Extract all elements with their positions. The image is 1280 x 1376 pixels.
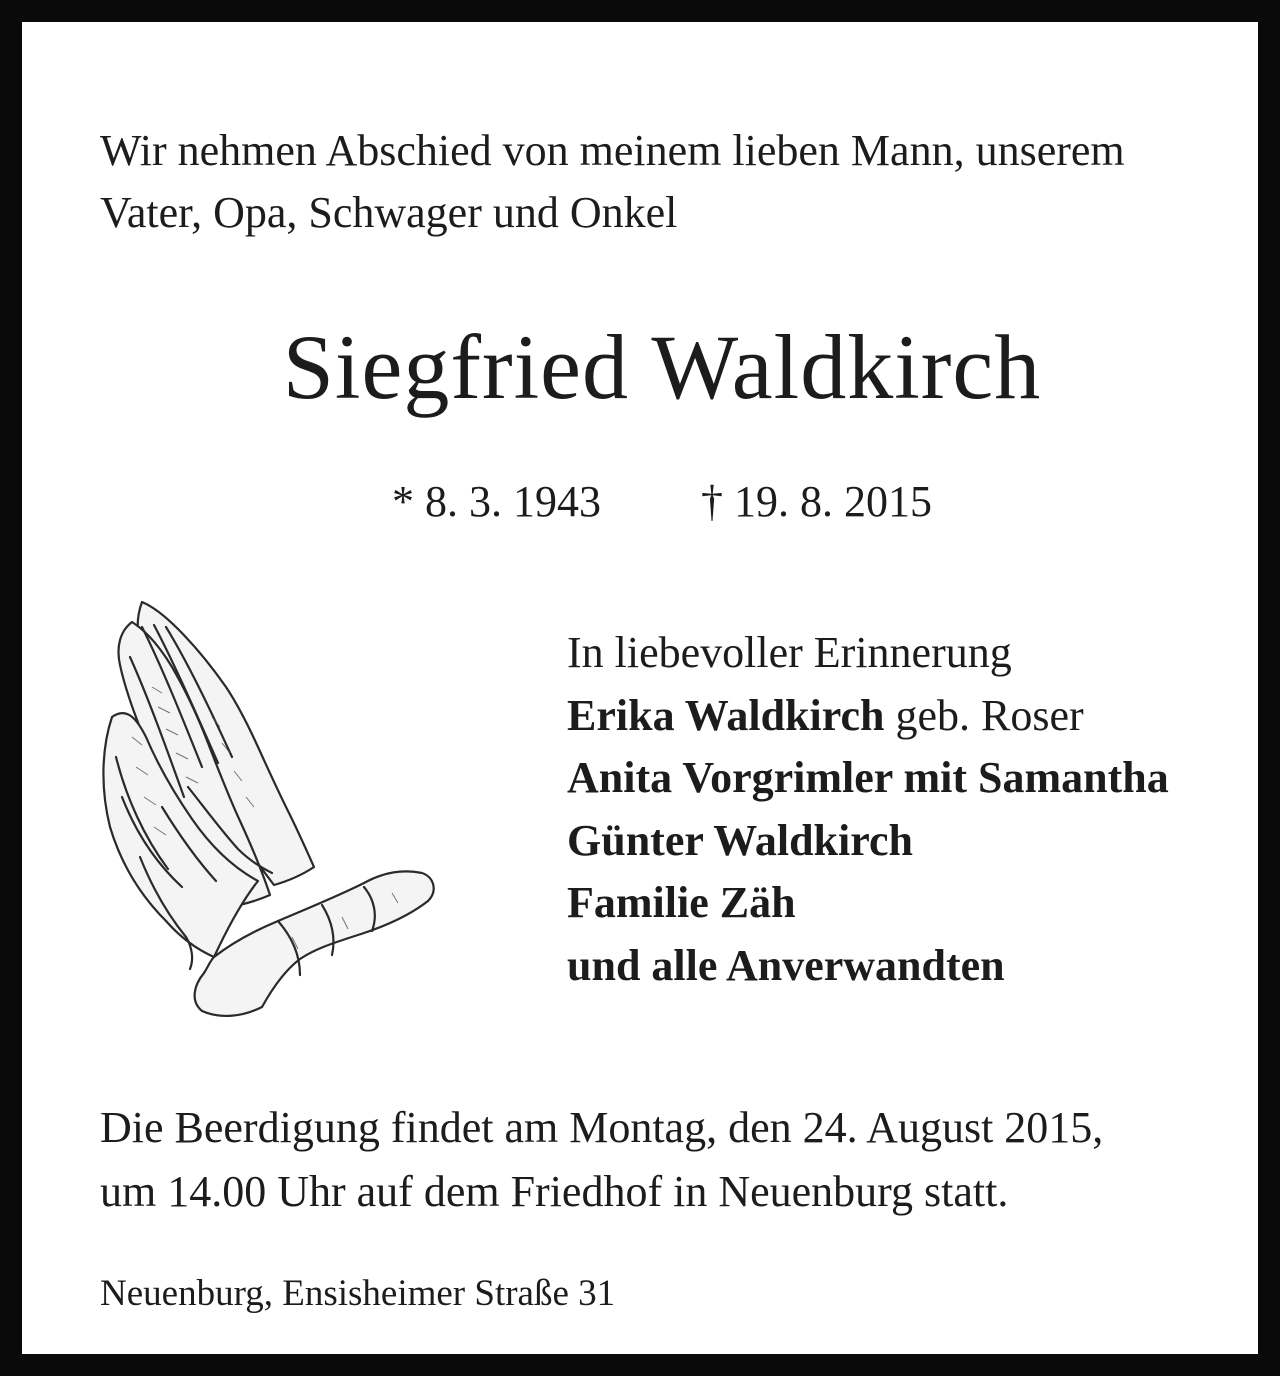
life-dates: [22, 474, 1280, 530]
mourners-heading: In liebevoller Erinnerung: [567, 628, 1012, 677]
mourner-line: [567, 747, 1267, 810]
intro-line-2: Vater, Opa, Schwager und Onkel: [100, 188, 678, 237]
mourner-line: [567, 872, 1267, 935]
praying-hands-icon: [92, 597, 442, 1027]
death-date: † 19. 8. 2015: [701, 477, 932, 526]
family-address: Neuenburg, Ensisheimer Straße 31: [100, 1273, 616, 1314]
mourners-block: [567, 622, 1267, 997]
intro-line-1: Wir nehmen Abschied von meinem lieben Mann, unserem: [100, 126, 1125, 175]
mourner-name: Anita Vorgrimler mit Samantha: [567, 753, 1169, 802]
intro-text: [100, 120, 1250, 244]
funeral-line-1: Die Beerdigung findet am Montag, den 24. August 2015,: [100, 1103, 1104, 1152]
deceased-name: Siegfried Waldkirch: [282, 316, 1042, 418]
funeral-line-2: um 14.00 Uhr auf dem Friedhof in Neuenburg statt.: [100, 1167, 1009, 1216]
mourner-line: [567, 810, 1267, 873]
mourner-line: [567, 685, 1267, 748]
mourner-line: [567, 935, 1267, 998]
funeral-notice: [100, 1096, 1250, 1224]
mourner-note: geb. Roser: [884, 690, 1084, 740]
mourner-name: Erika Waldkirch: [567, 690, 885, 740]
mourner-name: und alle Anverwandten: [567, 940, 1005, 990]
birth-date: * 8. 3. 1943: [392, 477, 601, 526]
mourner-name: Günter Waldkirch: [567, 815, 913, 865]
mourner-name: Familie Zäh: [567, 878, 796, 927]
